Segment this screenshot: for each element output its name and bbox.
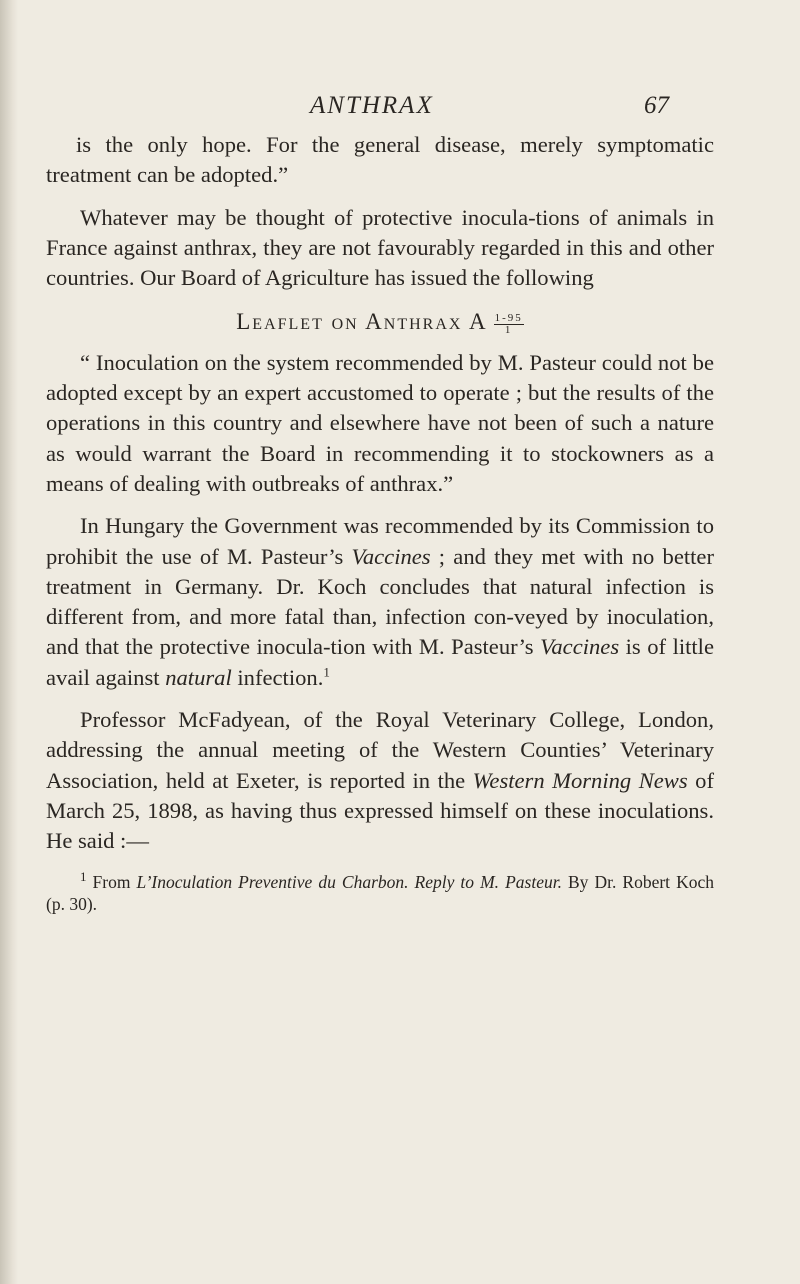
text-run: By Dr. Robert Koch (p. 30).: [46, 871, 714, 914]
leaflet-heading: [46, 307, 714, 337]
text-run: Professor McFadyean, of the Royal Veterinary College, London, addressing the annual meeting of the Western Counties’ Veterinary Association, held at Exeter, is reported in the: [46, 707, 714, 793]
text-run: In Hungary the Government was recommended by its Commission to prohibit the use of M. Pasteur’s: [46, 513, 714, 569]
page-number: 67: [644, 92, 669, 119]
text-run: of March 25, 1898, as having thus expressed himself on these inoculations. He said :—: [46, 767, 714, 854]
italic-text: L’Inoculation Preventive du Charbon. Reply to M. Pasteur.: [136, 871, 562, 892]
paragraph-text: Whatever may be thought of protective inocula-tions of animals in France against anthrax, they are not favourably regarded in this and other countries. Our Board of Agriculture has issued the following: [46, 204, 714, 291]
paragraph: [46, 203, 714, 294]
italic-text: Western Morning News: [472, 767, 688, 793]
footnote-reference: 1: [323, 664, 330, 680]
italic-text: Vaccines: [351, 543, 431, 569]
text-run: From: [86, 871, 137, 892]
running-title: ANTHRAX: [310, 92, 434, 119]
quoted-paragraph: [46, 348, 714, 499]
text-run: ; and they met with no better treatment in Germany. Dr. Koch concludes that natural infection is different from, and more fatal than, infection con-veyed by inoculation, and that the protective inocula-tion with M. Pasteur’s: [46, 543, 714, 660]
leaflet-number-fraction: [494, 313, 524, 336]
paragraph: [46, 511, 714, 693]
text-run: infection.: [231, 664, 324, 690]
page-binding-shadow: [0, 0, 18, 1284]
italic-text: natural: [165, 664, 232, 690]
body-text: [46, 130, 714, 915]
paragraph-continued: [46, 130, 714, 191]
paragraph: [46, 705, 714, 856]
footnote-mark: 1: [80, 868, 87, 884]
leaflet-title: Leaflet on Anthrax A: [236, 309, 488, 335]
footnote: [46, 868, 714, 915]
italic-text: Vaccines: [540, 634, 620, 660]
fraction-denominator: 1: [504, 323, 513, 336]
page-header: [0, 92, 800, 122]
paragraph-text: “ Inoculation on the system recommended by M. Pasteur could not be adopted except by an expert accustomed to operate ; but the results of the operations in this country and elsewhere have not been of such a nature as would warrant the Board in recommending it to stockowners as a means of dealing with outbreaks of anthrax.”: [46, 349, 714, 496]
text-run: is of little avail against: [46, 634, 714, 690]
fraction-numerator: 1-95: [494, 311, 523, 324]
paragraph-text: is the only hope. For the general disease, merely symptomatic treatment can be adopted.”: [46, 132, 714, 188]
